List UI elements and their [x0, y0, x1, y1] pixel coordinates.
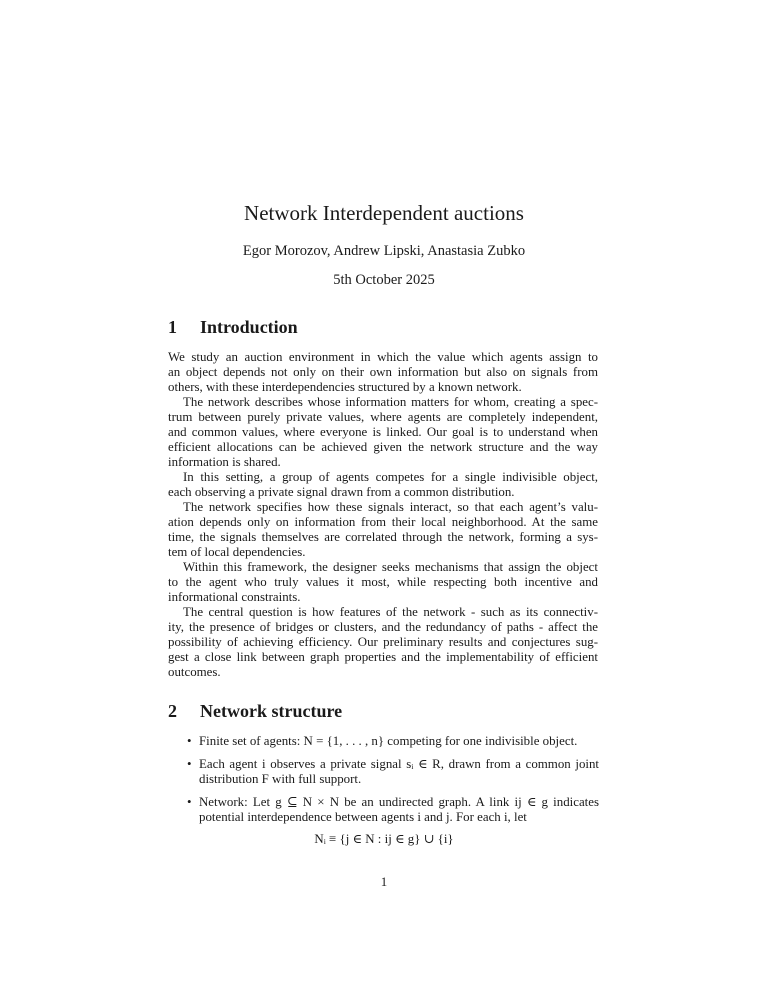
paragraph-line: In this setting, a group of agents competes for a single indivisible object, [183, 470, 598, 484]
paragraph-line: The network describes whose information matters for whom, creating a spec- [183, 395, 598, 409]
paragraph-line: The network specifies how these signals interact, so that each agent’s valu- [183, 500, 598, 514]
paper-authors: Egor Morozov, Andrew Lipski, Anastasia Zubko [242, 243, 526, 259]
paragraph-line: trum between purely private values, where agents are completely independent, [168, 410, 598, 424]
introduction-body [168, 350, 598, 680]
paragraph [168, 560, 598, 605]
neighborhood-equation: Nᵢ ≡ {j ∈ N : ij ∈ g} ∪ {i} [314, 832, 454, 846]
bullet-icon: • [187, 757, 192, 771]
bullet-list [189, 734, 599, 833]
bullet-icon: • [187, 795, 192, 809]
paragraph-line: possibility of achieving efficiency. Our preliminary results and conjectures sug- [168, 635, 598, 649]
bullet-line: potential interdependence between agents i and j. For each i, let [199, 810, 527, 824]
paragraph-line: outcomes. [168, 665, 221, 679]
bullet-line: Finite set of agents: N = {1, . . . , n} competing for one indivisible object. [199, 734, 578, 748]
section-number: 2 [168, 701, 177, 721]
bullet-item [189, 795, 599, 825]
section-heading-network-structure [168, 701, 342, 722]
paragraph-line: Within this framework, the designer seeks mechanisms that assign the object [183, 560, 598, 574]
paragraph-line: efficient allocations can be achieved given the network structure and the way [168, 440, 598, 454]
paragraph-line: time, the signals themselves are correlated through the network, forming a sys- [168, 530, 598, 544]
section-title: Network structure [200, 701, 343, 721]
paragraph-line: informational constraints. [168, 590, 301, 604]
paragraph-line: each observing a private signal drawn from a common distribution. [168, 485, 515, 499]
paper-date: 5th October 2025 [333, 272, 435, 288]
paragraph-line: The central question is how features of the network - such as its connectiv- [183, 605, 598, 619]
page-number: 1 [380, 875, 388, 889]
paper-title: Network Interdependent auctions [244, 201, 524, 225]
paragraph-line: gest a close link between graph properties and the implementability of efficient [168, 650, 598, 664]
paragraph [168, 350, 598, 395]
paragraph-line: We study an auction environment in which the value which agents assign to [168, 350, 598, 364]
paragraph-line: others, with these interdependencies structured by a known network. [168, 380, 522, 394]
paragraph-line: ity, the presence of bridges or clusters, and the redundancy of paths - affect the [168, 620, 598, 634]
paragraph-line: tem of local dependencies. [168, 545, 306, 559]
paragraph-line: ation depends only on information from their local neighborhood. At the same [168, 515, 598, 529]
paragraph-line: information is shared. [168, 455, 281, 469]
paragraph-line: to the agent who truly values it most, while respecting both incentive and [168, 575, 598, 589]
bullet-item [189, 734, 599, 749]
bullet-line: Each agent i observes a private signal sᵢ ∈ R, drawn from a common joint [199, 757, 599, 771]
paragraph [168, 605, 598, 680]
bullet-icon: • [187, 734, 192, 748]
paragraph-line: and common values, where everyone is linked. Our goal is to understand when [168, 425, 598, 439]
paragraph [168, 500, 598, 560]
paragraph [168, 470, 598, 500]
paragraph [168, 395, 598, 470]
bullet-line: distribution F with full support. [199, 772, 362, 786]
section-heading-introduction [168, 317, 298, 338]
paragraph-line: an object depends not only on their own information but also on signals from [168, 365, 598, 379]
section-number: 1 [168, 317, 177, 337]
bullet-line: Network: Let g ⊆ N × N be an undirected graph. A link ij ∈ g indicates [199, 795, 599, 809]
section-title: Introduction [200, 317, 298, 337]
bullet-item [189, 757, 599, 787]
